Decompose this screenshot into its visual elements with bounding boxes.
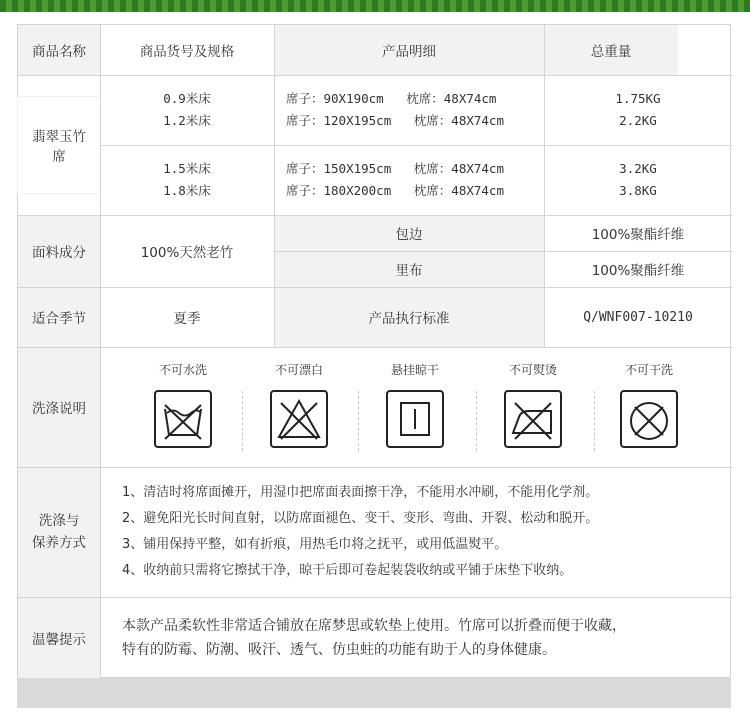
wash-item [604, 361, 694, 449]
wash-item [254, 361, 344, 449]
wash-item [138, 361, 228, 449]
detail-item: 席子：120X195cm 枕席：48X74cm [286, 113, 504, 128]
no-bleach-icon [269, 389, 329, 449]
wash-item-label: 不可水洗 [158, 363, 207, 377]
weight-group-2 [544, 145, 732, 215]
wash-label: 洗涤说明 [18, 347, 100, 467]
col-divider [544, 25, 545, 347]
header-detail: 产品明细 [274, 25, 544, 75]
care-label [18, 467, 100, 597]
size-group-1 [100, 75, 274, 145]
row-divider [18, 287, 732, 288]
icon-separator [476, 391, 477, 451]
wash-item [488, 361, 578, 449]
tips-line: 本款产品柔软性非常适合铺放在席梦思或软垫上使用。竹席可以折叠而便于收藏， [122, 618, 626, 634]
edge-label: 包边 [274, 215, 544, 251]
care-item: 2、避免阳光长时间直射，以防席面褪色、变干、变形、弯曲、开裂、松动和脱开。 [122, 511, 599, 526]
weight-item: 3.2KG [619, 161, 657, 176]
detail-group-2 [286, 145, 544, 215]
size-group-2 [100, 145, 274, 215]
edge-value: 100%聚酯纤维 [591, 227, 685, 243]
weight-item: 2.2KG [619, 113, 657, 128]
product-name-cell [18, 75, 100, 215]
detail-item: 席子：150X195cm 枕席：48X74cm [286, 161, 504, 176]
tips-label: 温馨提示 [18, 597, 100, 679]
standard-value: Q/WNF007-10210 [583, 309, 693, 325]
spec-table [17, 24, 731, 678]
wash-item-label: 不可漂白 [274, 363, 323, 377]
no-dry-clean-icon [619, 389, 679, 449]
hang-dry-icon [385, 389, 445, 449]
wash-item-label: 不可干洗 [624, 363, 673, 377]
size-item: 0.9米床 [163, 91, 211, 106]
size-item: 1.2米床 [163, 113, 211, 128]
wash-item-label: 悬挂晾干 [390, 363, 439, 377]
header-weight: 总重量 [544, 25, 678, 75]
standard-label: 产品执行标准 [274, 287, 544, 347]
weight-item: 3.8KG [619, 183, 657, 198]
bottom-band [17, 678, 731, 708]
col-divider [274, 25, 275, 347]
season-label: 适合季节 [18, 287, 100, 347]
row-divider [274, 251, 732, 252]
care-item: 4、收纳前只需将它擦拭干净，晾干后即可卷起装袋收纳或平铺于床垫下收纳。 [122, 563, 573, 578]
lining-value: 100%聚酯纤维 [591, 263, 685, 279]
row-divider [18, 597, 732, 598]
icon-separator [358, 391, 359, 451]
wash-item-label: 不可熨烫 [508, 363, 557, 377]
row-divider [18, 467, 732, 468]
care-item: 1、清洁时将席面摊开，用湿巾把席面表面擦干净，不能用水冲刷，不能用化学剂。 [122, 485, 599, 500]
product-name: 翡翠玉竹席 [18, 97, 100, 193]
no-iron-icon [503, 389, 563, 449]
row-divider [100, 145, 732, 146]
weight-item: 1.75KG [615, 91, 661, 106]
care-item: 3、铺用保持平整，如有折痕，用热毛巾将之抚平，或用低温熨平。 [122, 537, 508, 552]
tips-line: 特有的防霉、防潮、吸汗、透气、仿虫蛀的功能有助于人的身体健康。 [122, 642, 556, 658]
row-divider [18, 75, 732, 76]
detail-group-1 [286, 75, 544, 145]
weight-group-1 [544, 75, 732, 145]
detail-item: 席子：180X200cm 枕席：48X74cm [286, 183, 504, 198]
care-label-line: 洗涤与 [38, 513, 80, 529]
detail-item: 席子：90X190cm 枕席：48X74cm [286, 91, 497, 106]
row-divider [18, 215, 732, 216]
fabric-value: 100%天然老竹 [140, 245, 234, 261]
season-value: 夏季 [173, 311, 201, 327]
size-item: 1.8米床 [163, 183, 211, 198]
top-decorative-band [0, 0, 750, 12]
care-label-line: 保养方式 [32, 535, 86, 551]
header-code: 商品货号及规格 [139, 44, 235, 60]
header-name: 商品名称 [18, 25, 100, 75]
no-wash-icon [153, 389, 213, 449]
col-divider [100, 25, 101, 679]
tips-text [122, 597, 722, 679]
row-divider [18, 347, 732, 348]
wash-item [370, 361, 460, 449]
size-item: 1.5米床 [163, 161, 211, 176]
care-list [122, 467, 722, 597]
lining-label: 里布 [274, 251, 544, 287]
icon-separator [242, 391, 243, 451]
fabric-label: 面料成分 [18, 215, 100, 287]
icon-separator [594, 391, 595, 451]
